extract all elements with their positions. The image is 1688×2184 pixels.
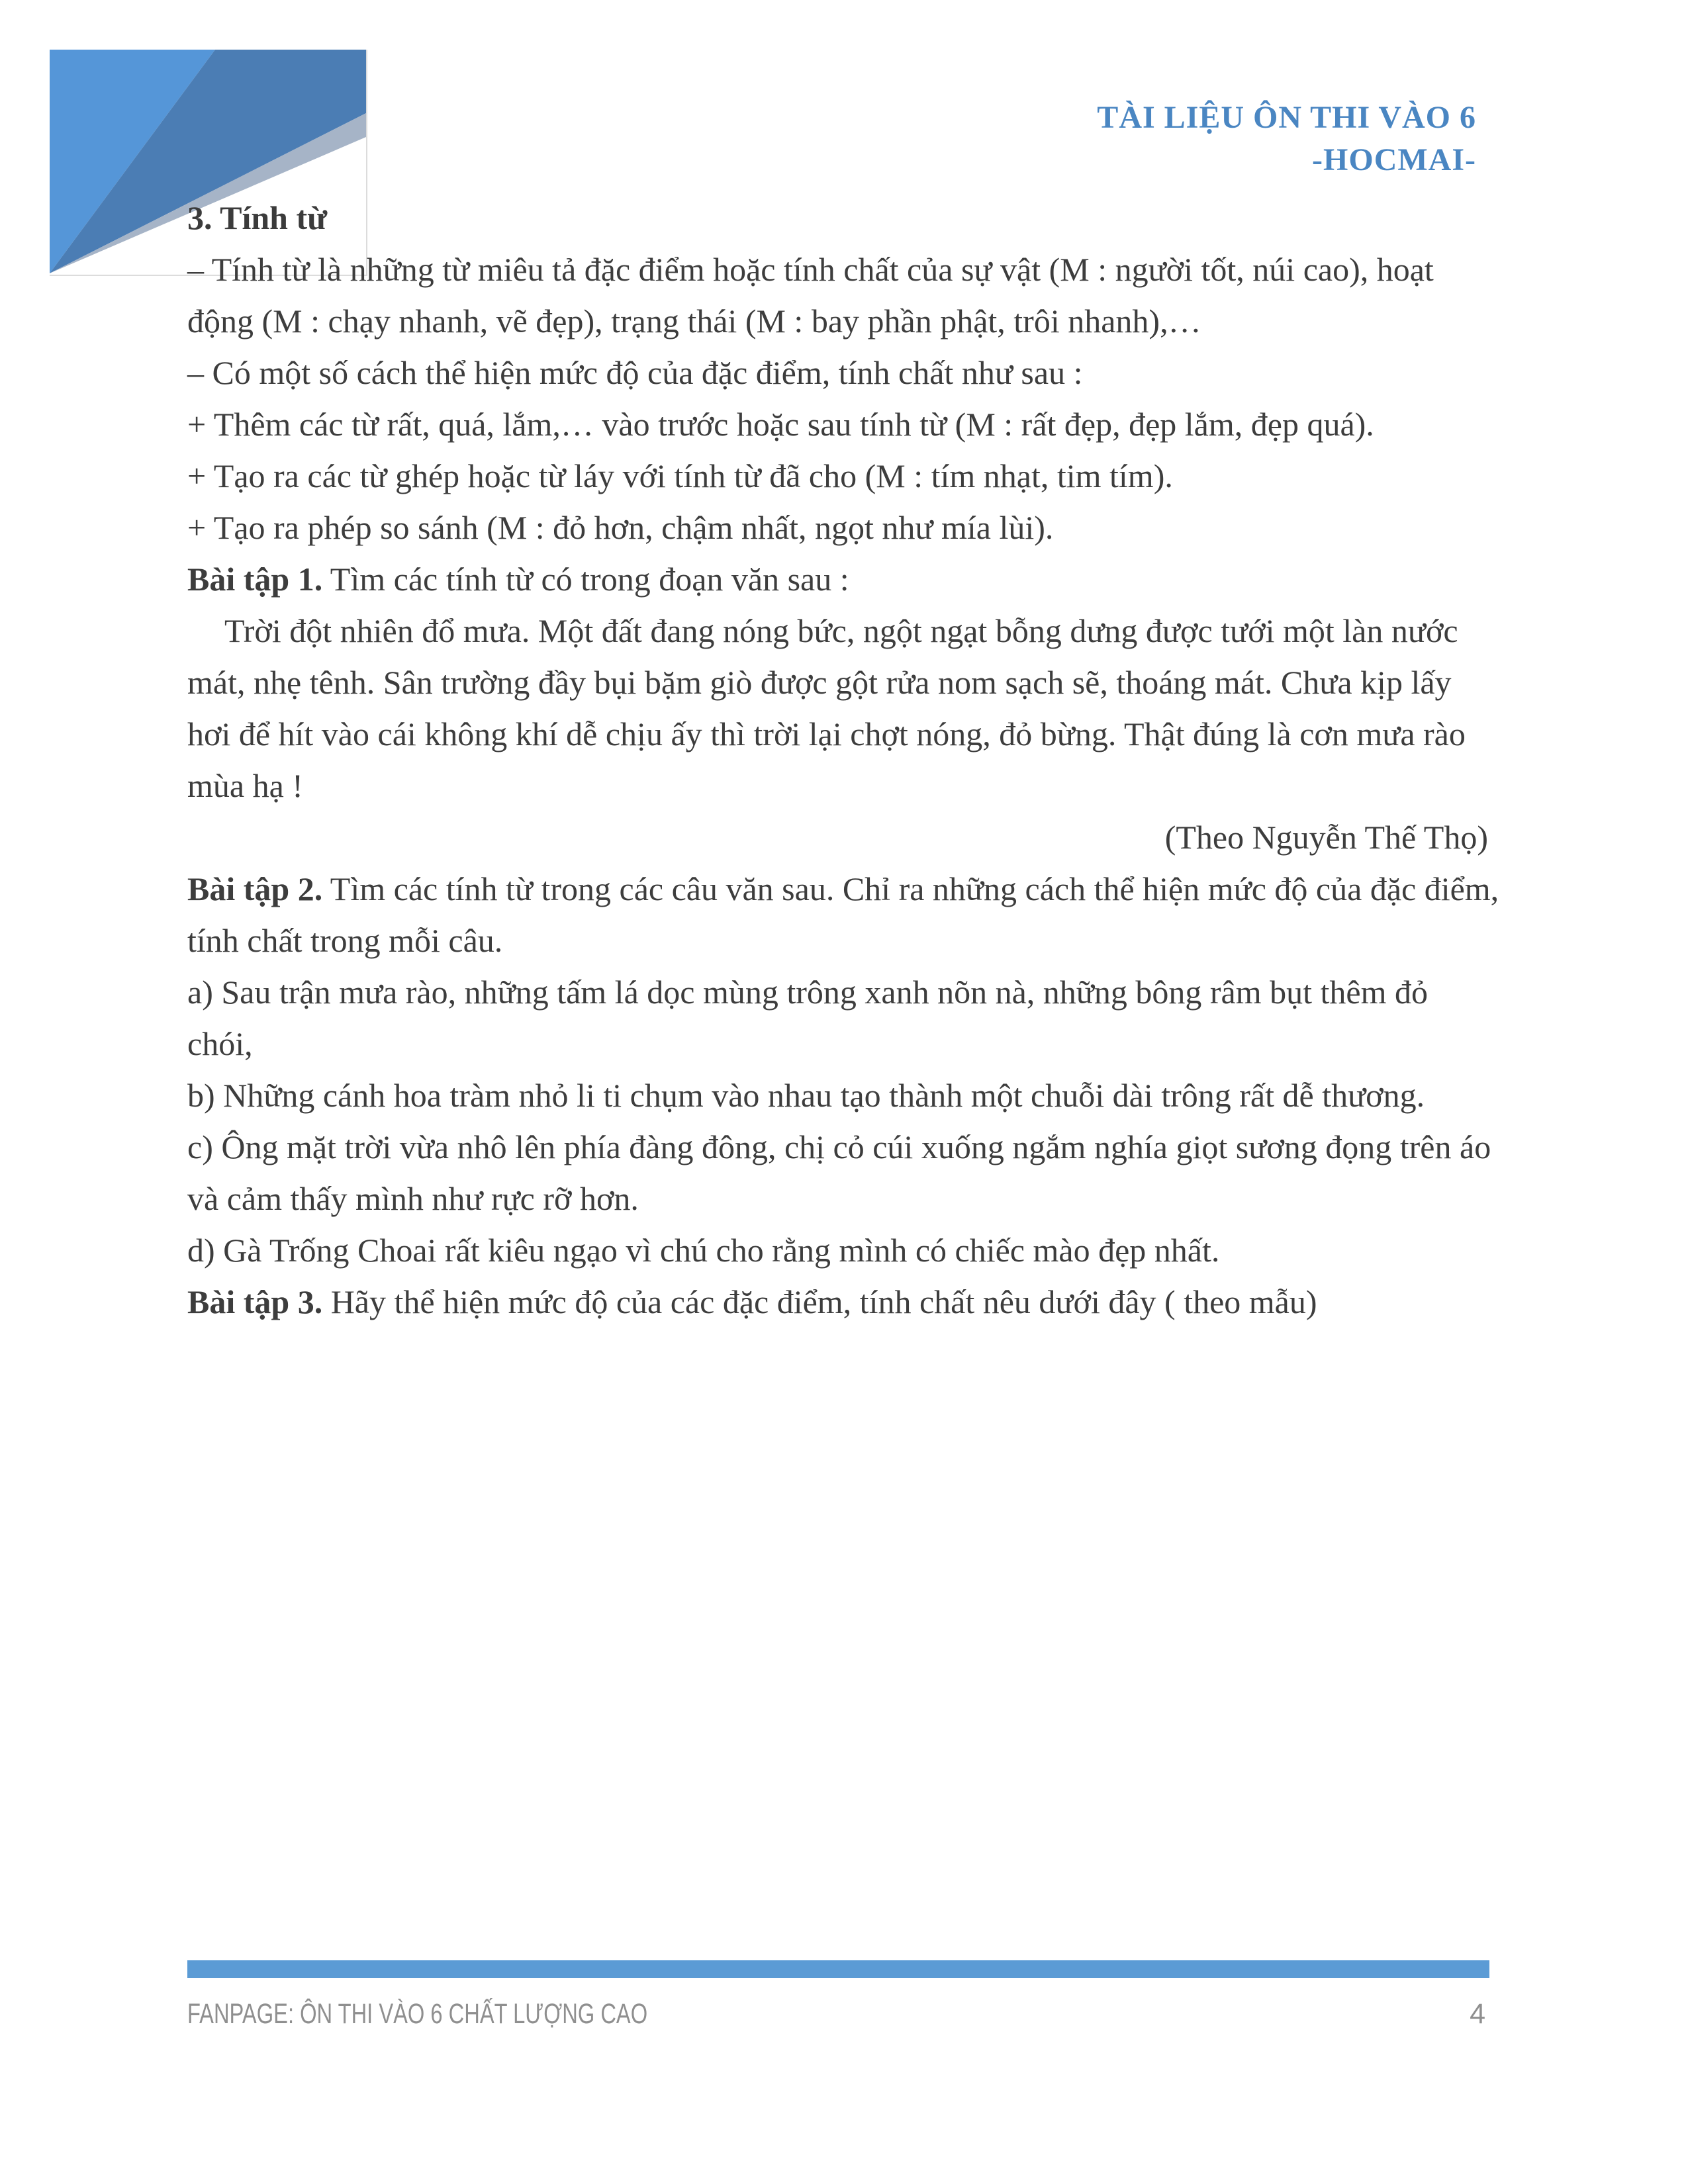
header-title: TÀI LIỆU ÔN THI VÀO 6 (1097, 100, 1476, 135)
paragraph: – Có một số cách thể hiện mức độ của đặc điểm, tính chất như sau : (187, 354, 1083, 391)
paragraph: Bài tập 1. Tìm các tính từ có trong đoạn văn sau : (187, 561, 849, 598)
paragraph-lead: Bài tập 3. (187, 1283, 323, 1320)
paragraph: (Theo Nguyễn Thế Thọ) (1164, 819, 1488, 856)
paragraph: d) Gà Trống Choai rất kiêu ngạo vì chú cho rằng mình có chiếc mào đẹp nhất. (187, 1232, 1220, 1269)
footer-fanpage-label: FANPAGE: ÔN THI VÀO 6 CHẤT LƯỢNG CAO (187, 1998, 648, 2030)
paragraph: Bài tập 2. Tìm các tính từ trong các câu văn sau. Chỉ ra những cách thể hiện mức độ của đặc điểm, tính chất trong mỗi câu. (187, 870, 1499, 959)
paragraph: a) Sau trận mưa rào, những tấm lá dọc mùng trông xanh nõn nà, những bông râm bụt thêm đỏ chói, (187, 974, 1428, 1062)
paragraph: + Tạo ra phép so sánh (M : đỏ hơn, chậm nhất, ngọt như mía lùi). (187, 509, 1054, 546)
header-subtitle: -HOCMAI- (1312, 142, 1476, 177)
document-body (187, 192, 1500, 1328)
footer (187, 1997, 1500, 2030)
section-heading: 3. Tính từ (187, 199, 328, 236)
paragraph: Bài tập 3. Hãy thể hiện mức độ của các đặc điểm, tính chất nêu dưới đây ( theo mẫu) (187, 1283, 1317, 1320)
paragraphs (187, 244, 1500, 1328)
paragraph: + Tạo ra các từ ghép hoặc từ láy với tính từ đã cho (M : tím nhạt, tim tím). (187, 457, 1173, 494)
footer-page-number: 4 (1470, 1998, 1485, 2030)
document-header (1097, 97, 1476, 181)
paragraph: b) Những cánh hoa tràm nhỏ li ti chụm vào nhau tạo thành một chuỗi dài trông rất dễ thương. (187, 1077, 1425, 1114)
footer-divider-bar (187, 1960, 1489, 1978)
paragraph-lead: Bài tập 1. (187, 561, 323, 598)
paragraph: – Tính từ là những từ miêu tả đặc điểm hoặc tính chất của sự vật (M : người tốt, núi cao), hoạt động (M : chạy nhanh, vẽ đẹp), trạng thái (M : bay phần phật, trôi nhanh),… (187, 251, 1434, 340)
paragraph: c) Ông mặt trời vừa nhô lên phía đàng đông, chị cỏ cúi xuống ngắm nghía giọt sương đọng trên áo và cảm thấy mình như rực rỡ hơn. (187, 1128, 1491, 1217)
paragraph-lead: Bài tập 2. (187, 870, 323, 907)
paragraph: Trời đột nhiên đổ mưa. Một đất đang nóng bức, ngột ngạt bỗng dưng được tưới một làn nước mát, nhẹ tênh. Sân trường đầy bụi bặm giò được gột rửa nom sạch sẽ, thoáng mát. Chưa kịp lấy hơi để hít vào cái không khí dễ chịu ấy thì trời lại chợt nóng, đỏ bừng. Thật đúng là cơn mưa rào mùa hạ ! (187, 612, 1466, 804)
paragraph: + Thêm các từ rất, quá, lắm,… vào trước hoặc sau tính từ (M : rất đẹp, đẹp lắm, đẹp quá). (187, 406, 1374, 443)
